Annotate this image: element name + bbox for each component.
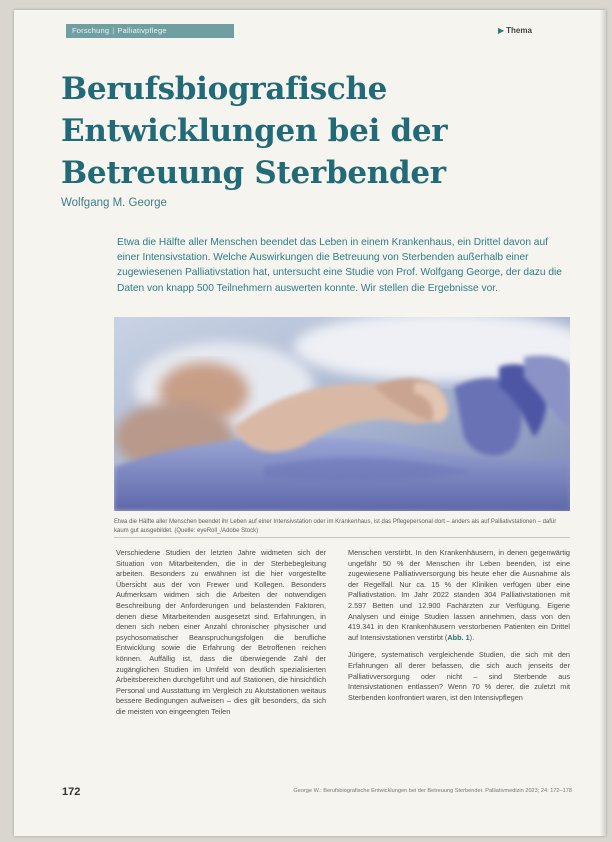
rubric-left: Forschung <box>72 26 110 35</box>
title-line: Berufsbiografische <box>61 71 388 107</box>
section-tag-label: Thema <box>506 26 532 35</box>
page-footer <box>62 786 572 800</box>
section-tag <box>498 26 532 35</box>
rubric-right: Palliativpflege <box>117 26 167 35</box>
paragraph-text: Menschen verstirbt. In den Krankenhäusern, in denen gegenwärtig ungefähr 50 % der Menschen ihr Leben beenden, ist eine zugewiesene Palliativversorgung bis heute eher die Ausnahme als der Regelfall. Nur ca. 15 % der Kliniken verfügen über eine Palliativstation. Im Jahr 2022 standen 304 Palliativstationen mit 2.597 Betten und 12.900 Fachärzten zur Verfügung. Eigene Analysen und einige Studien lassen annehmen, dass von den 419.341 in den Krankenhäusern verstorbenen Patienten ein Drittel auf Intensivstationen verstirbt ( <box>348 548 570 642</box>
triangle-icon: ▶ <box>498 26 505 35</box>
magazine-page <box>14 10 606 836</box>
paragraph <box>348 548 570 643</box>
article-photo <box>114 317 570 511</box>
paragraph: Verschiedene Studien der letzten Jahre widmeten sich der Situation von Mitarbeitenden, die in der Sterbebegleitung arbeiten. Besonders zu erwähnen ist die hier vorgestellte Übersicht aus der von Frewer und Kollegen. Besonders Aufmerksam widmen sich die Arbeiten der notwendigen Beschreibung der Anforderungen und belastenden Faktoren, denen diese Mitarbeitenden ausgesetzt sind. Erfahrungen, in denen sich neben einer Anzahl chronischer physischer und psychosomatischer Beanspruchungsfolgen die berufliche Entwicklung sowie die Erfahrung der Betroffenen reichen können. Auffällig ist, dass die überwiegende Zahl der zugänglichen Studien im Umfeld von deutlich spezialisierten Arbeitsbereichen durchgeführt und auf Stationen, die hinsichtlich Personal und Ausstattung im Vergleich zu Akutstationen weitaus bessere Bedingungen aufweisen – dies gilt besonders, da sich die meisten von eingeengten Teilen <box>116 548 326 716</box>
figure-reference-close: ). <box>469 632 475 642</box>
rubric-separator: | <box>112 26 115 35</box>
photo-caption: Etwa die Hälfte aller Menschen beendet ihr Leben auf einer Intensivstation oder im Krankenhaus, ist das Pflegepersonal dort – anders als auf Palliativstationen – dafür kaum gut ausgebildet. (Quelle: eyeRoll_/Adobe Stock) <box>114 519 557 534</box>
article-author: Wolfgang M. George <box>61 197 167 209</box>
divider <box>114 537 570 538</box>
section-rubric <box>66 24 234 38</box>
title-line: Entwicklungen bei der <box>61 113 448 149</box>
body-column-right <box>348 548 570 710</box>
figure-reference: Abb. 1 <box>447 632 470 642</box>
paragraph: Jüngere, systematisch vergleichende Studien, die sich mit den Erfahrungen all derer befassen, die sich auch jenseits der Palliativversorgung oder nicht – sind Sterbende aus Intensivstationen entlassen? Wenn 70 % derer, die zuletzt mit Sterbenden konfrontiert waren, ist den Intensivpflegen <box>348 650 570 702</box>
body-column-left <box>116 548 326 725</box>
title-line: Betreuung Sterbender <box>61 155 446 191</box>
page-number: 172 <box>62 786 81 798</box>
hands-photo-illustration <box>114 317 570 511</box>
article-lead: Etwa die Hälfte aller Menschen beendet das Leben in einem Krankenhaus, ein Drittel davon auf einer Intensivstation. Welche Auswirkungen die Betreuung von Sterbenden außerhalb einer zugewiesenen Palliativstation hat, untersucht eine Studie von Prof. Wolfgang George, der dazu die Daten von knapp 500 Teilnehmern auswerten konnte. Wir stellen die Ergebnisse vor. <box>117 237 562 294</box>
article-title <box>61 68 541 194</box>
journal-citation: George W.: Berufsbiografische Entwicklungen bei der Betreuung Sterbender. Palliativmedizin 2023; 24: 172–178 <box>293 788 572 794</box>
